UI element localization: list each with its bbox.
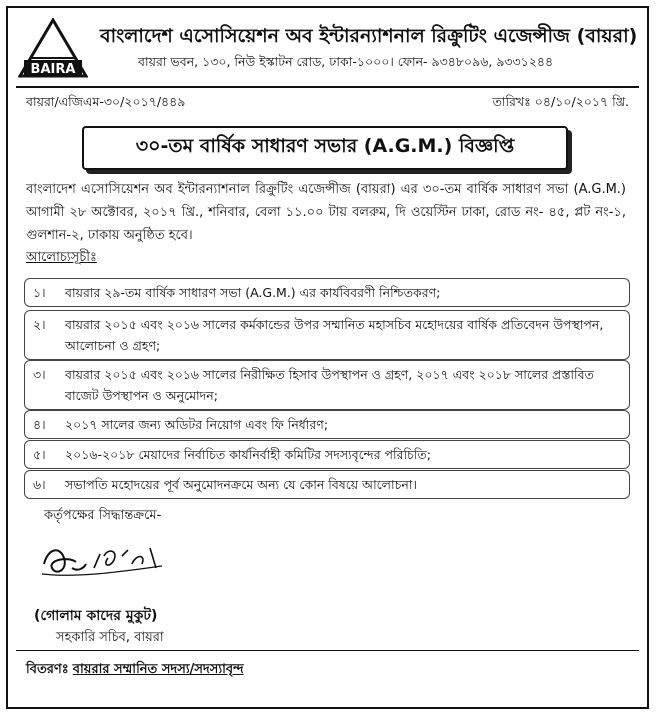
- agenda-item: [24, 470, 630, 499]
- org-name: বাংলাদেশ এসোসিয়েশন অব ইন্টারন্যাশনাল রিক্রুটিং এজেন্সীজ (বায়রা): [100, 25, 638, 47]
- notice-title: ৩০-তম বার্ষিক সাধারণ সভার (A.G.M.) বিজ্ঞপ্তি: [135, 135, 515, 157]
- distribution-label: বিতরণঃ: [26, 662, 69, 677]
- agenda-text: সভাপতি মহোদয়ের পূর্ব অনুমোদনক্রমে অন্য যে কোন বিষয়ে আলোচনা।: [65, 477, 417, 492]
- agenda-item: [24, 360, 630, 410]
- agenda-item: [24, 440, 630, 469]
- agenda-text: বায়রার ২০১৫ এবং ২০১৬ সালের নিরীক্ষিত হিসাব উপস্থাপন ও গ্রহণ, ২০১৭ এবং ২০১৮ সালের প্রস্তাবিত বাজেট উপস্থাপন ও অনুমোদন;: [65, 367, 594, 403]
- signer-title: সহকারি সচিব, বায়রা: [56, 630, 164, 645]
- reference-number: বায়রা/এজিএম-৩০/২০১৭/৪৪৯: [26, 94, 186, 109]
- agenda-text: ২০১৭ সালের জন্য অডিটর নিয়োগ এবং ফি নির্ধারণ;: [65, 417, 329, 432]
- footer-divider: [16, 650, 639, 651]
- agenda-number: ১।: [33, 285, 46, 300]
- authority-note: কর্তৃপক্ষের সিদ্ধান্তক্রমে-: [44, 508, 162, 523]
- agenda-number: ৬।: [33, 477, 46, 492]
- distribution-recipients: বায়রার সম্মানিত সদস্য/সদস্যাবৃন্দ: [72, 662, 244, 677]
- agenda-text: ২০১৬-২০১৮ মেয়াদের নির্বাচিত কার্যনির্বাহী কমিটির সদস্যবৃন্দের পরিচিতি;: [65, 447, 431, 462]
- intro-paragraph: বাংলাদেশ এসোসিয়েশন অব ইন্টারন্যাশনাল রিক্রুটিং এজেন্সীজ (বায়রা) এর ৩০-তম বার্ষিক সাধারণ সভা (A.G.M.) আগামী ২৮ অক্টোবর, ২০১৭ খ্রি., শনিবার, বেলা ১১.০০ টায় বলরুম, দি ওয়েস্টিন ঢাকা, রোড নং- ৪৫, প্লট নং-১, গুলশান-২, ঢাকায় অনুষ্ঠিত হবে।: [26, 182, 626, 243]
- distribution: [26, 660, 244, 681]
- handwritten-signature: [38, 528, 168, 588]
- agenda-item: [24, 278, 630, 307]
- signer-name: (গোলাম কাদের মুকুট): [34, 608, 158, 624]
- letterhead: [18, 14, 638, 84]
- agenda-number: ৫।: [33, 447, 46, 462]
- agenda-number: ৪।: [33, 417, 46, 432]
- notice-date: তারিখঃ ০৪/১০/২০১৭ খ্রি.: [492, 94, 629, 109]
- agenda-heading: আলোচ্যসূচীঃ: [26, 250, 97, 265]
- baira-logo: [18, 18, 88, 78]
- org-address: বায়রা ভবন, ১৩০, নিউ ইস্কাটন রোড, ঢাকা-১০০০। ফোন- ৯৩৪৮০৯৬, ৯৩৩১২৪৪: [138, 54, 554, 69]
- agenda-item: [24, 410, 630, 439]
- agenda-text: বায়রার ২০১৫ এবং ২০১৬ সালের কর্মকান্ডের উপর সম্মানিত মহাসচিব মহোদয়ের বার্ষিক প্রতিবেদন উপস্থাপন, আলোচনা ও গ্রহণ;: [65, 317, 604, 353]
- logo-text: BAIRA: [30, 62, 76, 77]
- header-divider: [16, 86, 639, 88]
- agenda-number: ৩।: [33, 367, 46, 382]
- agenda-number: ২।: [33, 317, 46, 332]
- agenda-text: বায়রার ২৯-তম বার্ষিক সাধারণ সভা (A.G.M.) এর কার্যবিবরণী নিশ্চিতকরণ;: [65, 285, 441, 300]
- title-box: [82, 126, 568, 170]
- agenda-item: [24, 310, 630, 360]
